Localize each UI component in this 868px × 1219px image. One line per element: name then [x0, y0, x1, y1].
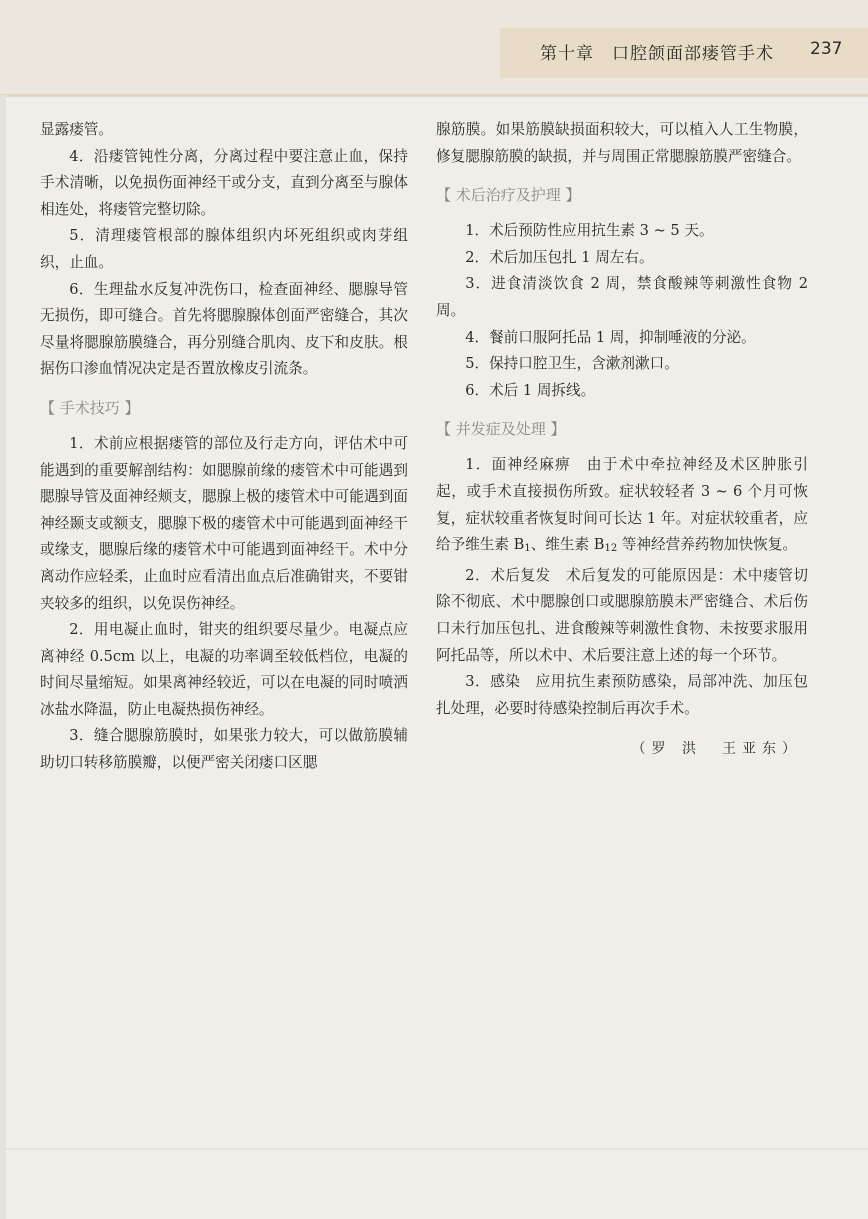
author-signature: （罗 洪 王亚东）: [631, 741, 802, 758]
paragraph: 2．术后复发 术后复发的可能原因是：术中瘘管切除不彻底、术中腮腺创口或腮腺筋膜未严密缝合、术后伤口未行加压包扎、进食酸辣等刺激性食物、未按要求服用阿托品等，所以术中、术后要注意上述的每一个环节。: [436, 566, 808, 664]
text-run: 1．面神经麻痹 由于术中牵拉神经及术区肿胀引起，或手术直接损伤所致。症状较轻者 3 ~ 6 个月可恢复，症状较重者恢复时间可长达 1 年。对症状较重者，应给予维生素 B: [436, 456, 808, 554]
paragraph: 显露瘘管。: [40, 121, 113, 138]
header-divider: [0, 94, 868, 97]
section-heading-complications: 【 并发症及处理 】: [436, 420, 566, 439]
paragraph: 5．清理瘘管根部的腺体组织内坏死组织或肉芽组织，止血。: [40, 227, 408, 271]
list-item: 5．保持口腔卫生，含漱剂漱口。: [465, 355, 679, 373]
paragraph: 1．术前应根据瘘管的部位及行走方向，评估术中可能遇到的重要解剖结构：如腮腺前缘的瘘管术中可能遇到腮腺导管及面神经颊支，腮腺上极的瘘管术中可能遇到面神经颞支或额支，腮腺下极的瘘管术中可能遇到面神经干或缘支，腮腺后缘的瘘管术中可能遇到面神经干。术中分离动作应轻柔，止血时应看清出血点后准确钳夹，不要钳夹较多的组织，以免误伤神经。: [40, 434, 408, 612]
paragraph: 3．缝合腮腺筋膜时，如果张力较大，可以做筋膜辅助切口转移筋膜瓣，以便严密关闭瘘口区腮: [40, 727, 408, 772]
section-heading-postop-care: 【 术后治疗及护理 】: [436, 186, 581, 205]
page-edge-shadow: [0, 95, 6, 1219]
chapter-title: 第十章 口腔颌面部瘘管手术: [540, 44, 774, 64]
subscript: 12: [604, 543, 618, 555]
list-item: 1．术后预防性应用抗生素 3 ~ 5 天。: [465, 222, 714, 240]
left-column: [40, 117, 408, 777]
paragraph: 4．沿瘘管钝性分离，分离过程中要注意止血，保持手术清晰，以免损伤面神经干或分支，直到分离至与腺体相连处，将瘘管完整切除。: [40, 147, 408, 218]
paragraph: 2．用电凝止血时，钳夹的组织要尽量少。电凝点应离神经 0.5cm 以上，电凝的功率调至较低档位，电凝的时间尽量缩短。如果离神经较近，可以在电凝的同时喷洒冰盐水降温，防止电凝热损伤神经。: [40, 621, 408, 718]
list-item: 4．餐前口服阿托品 1 周，抑制唾液的分泌。: [465, 328, 756, 346]
right-column: [436, 117, 808, 758]
subscript: 1: [524, 543, 531, 555]
paragraph: 6．生理盐水反复冲洗伤口，检查面神经、腮腺导管无损伤，即可缝合。首先将腮腺腺体创面严密缝合，其次尽量将腮腺筋膜缝合，再分别缝合肌肉、皮下和皮肤。根据伤口渗血情况决定是否置放橡皮引流条。: [40, 280, 408, 378]
paragraph: 腺筋膜。如果筋膜缺损面积较大，可以植入人工生物膜，修复腮腺筋膜的缺损，并与周围正常腮腺筋膜严密缝合。: [436, 121, 808, 165]
text-run: 等神经营养药物加快恢复。: [617, 536, 797, 554]
text-run: 、维生素 B: [530, 536, 605, 554]
paragraph: 3．感染 应用抗生素预防感染，局部冲洗、加压包扎处理，必要时待感染控制后再次手术。: [436, 673, 808, 717]
list-item: 3．进食清淡饮食 2 周，禁食酸辣等刺激性食物 2 周。: [436, 275, 808, 319]
list-item: 2．术后加压包扎 1 周左右。: [465, 248, 654, 266]
footer-rule: [0, 1148, 868, 1150]
list-item: 6．术后 1 周拆线。: [465, 381, 596, 399]
paragraph-facial-nerve: [436, 452, 808, 562]
section-heading-surgical-tips: 【 手术技巧 】: [40, 398, 140, 417]
page-number: 237: [810, 39, 843, 59]
